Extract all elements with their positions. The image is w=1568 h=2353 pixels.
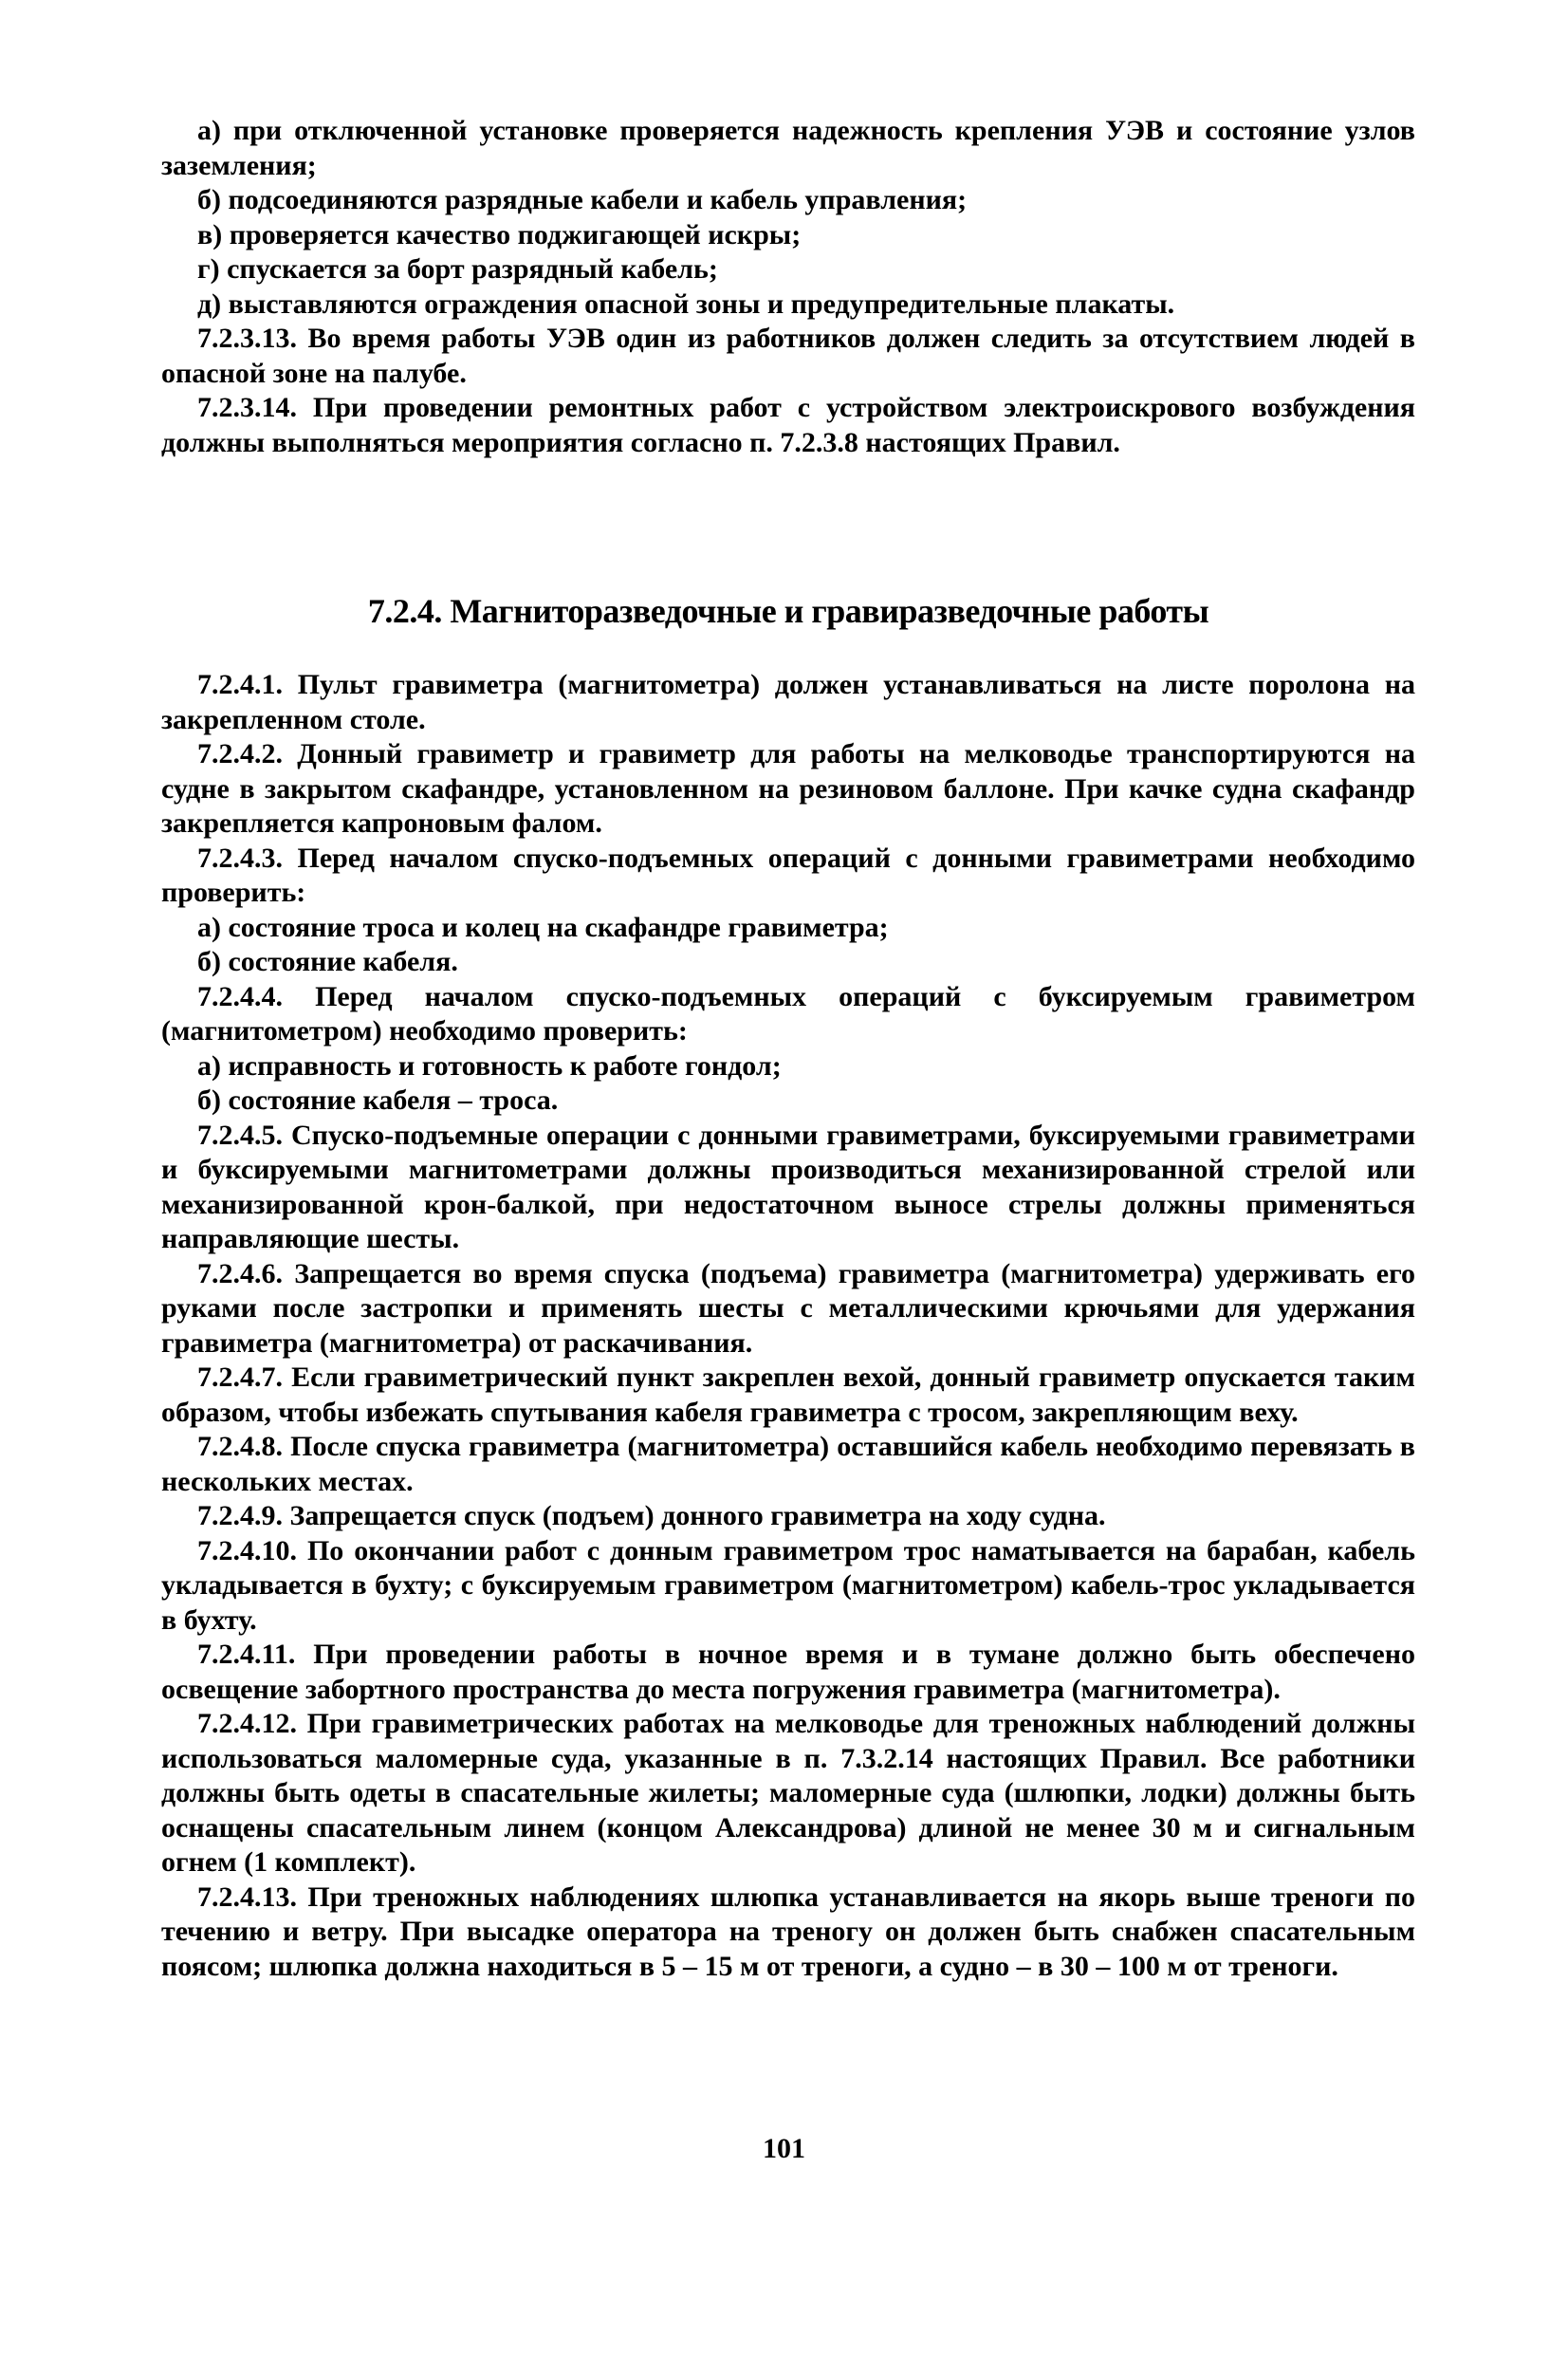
paragraph: 7.2.4.4. Перед началом спуско-подъемных операций с буксируемым гравиметром (магнитометром) необходимо проверить:: [161, 980, 1415, 1047]
paragraph: б) состояние кабеля – троса.: [197, 1084, 559, 1116]
paragraph: 7.2.3.14. При проведении ремонтных работ с устройством электроискрового возбуждения должны выполняться мероприятия согласно п. 7.2.3.8 настоящих Правил.: [161, 392, 1415, 458]
top-paragraphs: [161, 114, 1415, 460]
paragraph: 7.2.4.13. При треножных наблюдениях шлюпка устанавливается на якорь выше треноги по течению и ветру. При высадке оператора на треногу он должен быть снабжен спасательным поясом; шлюпка должна находиться в 5 – 15 м от треноги, а судно – в 30 – 100 м от треноги.: [161, 1881, 1415, 1982]
paragraph: а) исправность и готовность к работе гондол;: [197, 1049, 782, 1082]
paragraph: 7.2.4.1. Пульт гравиметра (магнитометра) должен устанавливаться на листе поролона на закрепленном столе.: [161, 669, 1415, 735]
paragraph: 7.2.4.8. После спуска гравиметра (магнитометра) оставшийся кабель необходимо перевязать в нескольких местах.: [161, 1431, 1415, 1497]
paragraph: 7.2.4.6. Запрещается во время спуска (подъема) гравиметра (магнитометра) удерживать его руками после застропки и применять шесты с металлическими крючьями для удержания гравиметра (магнитометра) от раскачивания.: [161, 1257, 1415, 1359]
paragraph: 7.2.4.12. При гравиметрических работах на мелководье для треножных наблюдений должны использоваться маломерные суда, указанные в п. 7.3.2.14 настоящих Правил. Все работники должны быть одеты в спасательные жилеты; маломерные суда (шлюпки, лодки) должны быть оснащены спасательным линем (концом Александрова) длиной не менее 30 м и сигнальным огнем (1 комплект).: [161, 1708, 1415, 1878]
paragraph: б) состояние кабеля.: [197, 946, 458, 977]
paragraph: 7.2.4.10. По окончании работ с донным гравиметром трос наматывается на барабан, кабель укладывается в бухту; с буксируемым гравиметром (магнитометром) кабель-трос укладывается в бухту.: [161, 1534, 1415, 1636]
paragraph: 7.2.3.13. Во время работы УЭВ один из работников должен следить за отсутствием людей в опасной зоне на палубе.: [161, 323, 1415, 389]
paragraph: 7.2.4.2. Донный гравиметр и гравиметр для работы на мелководье транспортируются на судне в закрытом скафандре, установленном на резиновом баллоне. При качке судна скафандр закрепляется капроновым фалом.: [161, 738, 1415, 839]
section-heading: 7.2.4. Магниторазведочные и гравиразведочные работы: [367, 592, 1209, 630]
paragraph: 7.2.4.7. Если гравиметрический пункт закреплен вехой, донный гравиметр опускается таким образом, чтобы избежать спутывания кабеля гравиметра с тросом, закрепляющим веху.: [161, 1362, 1415, 1428]
paragraph: а) при отключенной установке проверяется надежность крепления УЭВ и состояние узлов заземления;: [161, 115, 1415, 181]
paragraph: б) подсоединяются разрядные кабели и кабель управления;: [197, 184, 968, 215]
paragraph: 7.2.4.11. При проведении работы в ночное время и в тумане должно быть обеспечено освещение забортного пространства до места погружения гравиметра (магнитометра).: [161, 1639, 1415, 1705]
section-paragraphs: [161, 668, 1415, 1984]
spacer: [161, 460, 1415, 590]
paragraph: а) состояние троса и колец на скафандре гравиметра;: [197, 911, 889, 943]
paragraph: в) проверяется качество поджигающей искры;: [197, 218, 802, 250]
page-number: 101: [763, 2133, 805, 2164]
paragraph: д) выставляются ограждения опасной зоны и предупредительные плакаты.: [197, 287, 1175, 320]
paragraph: 7.2.4.3. Перед началом спуско-подъемных операций с донными гравиметрами необходимо проверить:: [161, 842, 1415, 908]
paragraph: 7.2.4.9. Запрещается спуск (подъем) донного гравиметра на ходу судна.: [197, 1500, 1106, 1531]
paragraph: 7.2.4.5. Спуско-подъемные операции с донными гравиметрами, буксируемыми гравиметрами и буксируемыми магнитометрами должны производиться механизированной стрелой или механизированной крон-балкой, при недостаточном выносе стрелы должны применяться направляющие шесты.: [161, 1119, 1415, 1254]
document-page: [161, 114, 1415, 1984]
paragraph: г) спускается за борт разрядный кабель;: [197, 253, 718, 285]
